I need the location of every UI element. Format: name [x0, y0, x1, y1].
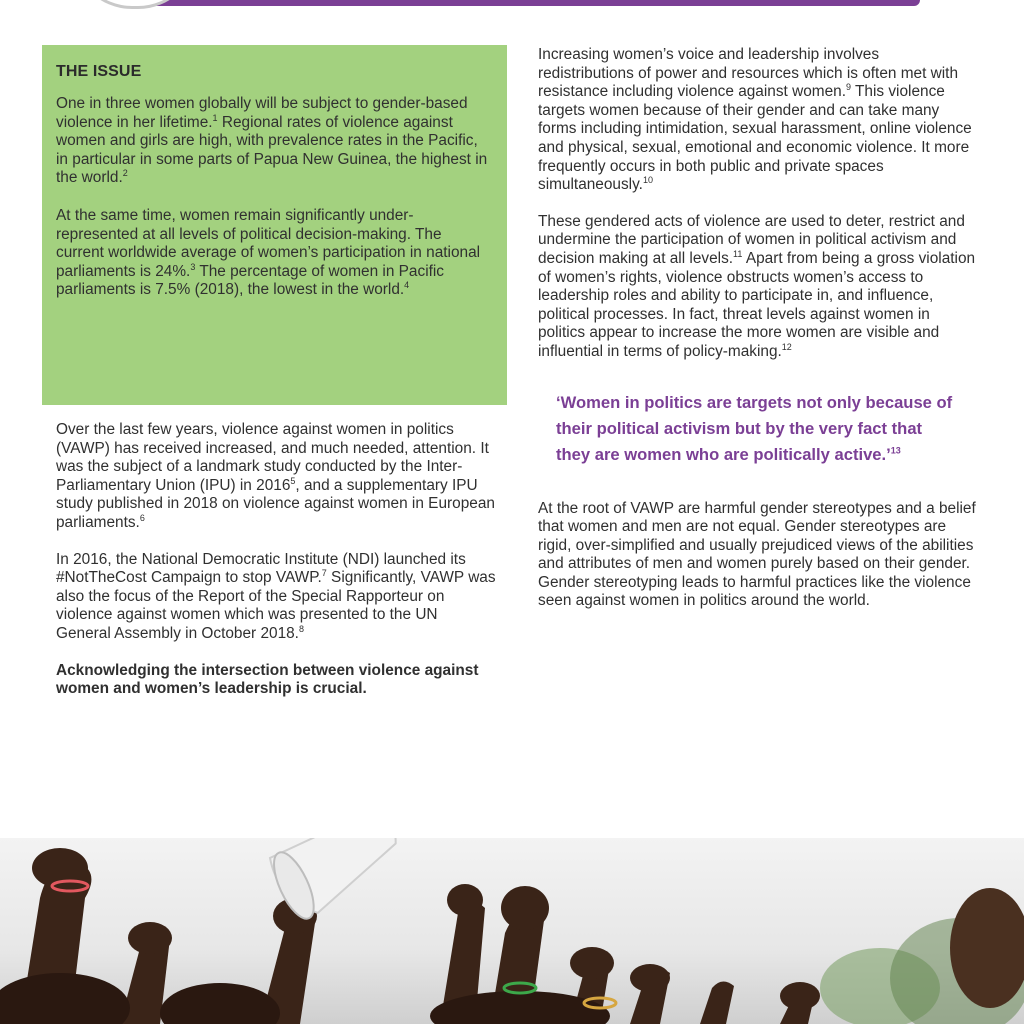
footnote-ref: 3 — [190, 261, 196, 272]
left-paragraph-3-bold: Acknowledging the intersection between violence against women and women’s leadership is crucial. — [56, 661, 479, 698]
footnote-ref: 4 — [404, 280, 410, 291]
right-paragraph-2 — [538, 213, 978, 362]
footnote-ref: 9 — [846, 82, 852, 93]
right-column — [538, 46, 978, 629]
left-p2-text: In 2016, the National Democratic Institute (NDI) launched its #NotTheCost Campaign to stop VAWP. — [56, 550, 466, 587]
left-paragraph-1 — [56, 421, 496, 533]
footnote-ref: 8 — [298, 623, 304, 634]
footnote-ref: 5 — [290, 475, 296, 486]
left-p1-text: Over the last few years, violence against women in politics (VAWP) has received increased, and much needed, attention. It was the subject of a landmark study conducted by the Inter-Parliamentary Union (IPU) in 2016 — [56, 421, 489, 494]
footnote-ref: 2 — [122, 168, 128, 179]
footnote-ref: 12 — [781, 341, 792, 352]
footnote-ref: 6 — [139, 512, 145, 523]
footnote-ref: 13 — [890, 444, 901, 455]
pull-quote — [556, 390, 956, 468]
pull-quote-text: ‘Women in politics are targets not only because of their political activism but by the very fact that they are women who are politically active.’ — [556, 392, 953, 464]
issue-paragraph-1 — [56, 95, 493, 188]
issue-title: THE ISSUE — [56, 63, 142, 80]
header-rule — [150, 0, 920, 6]
footnote-ref: 11 — [733, 248, 743, 259]
right-p1-text: Increasing women’s voice and leadership involves redistributions of power and resources which is often met with resistance including violence against women. — [538, 46, 959, 101]
right-paragraph-1 — [538, 46, 978, 195]
left-paragraph-2 — [56, 551, 496, 644]
footnote-ref: 7 — [321, 568, 327, 579]
right-paragraph-3: At the root of VAWP are harmful gender stereotypes and a belief that women and men are not equal. Gender stereotypes are rigid, over-simplified and usually prejudiced views of the abilities and attributes of men and women purely based on their gender. Gender stereotyping leads to harmful practices like the violence seen against women in politics around the world. — [538, 499, 976, 610]
footnote-ref: 1 — [212, 112, 218, 123]
photo-illustration — [0, 838, 1024, 1024]
issue-p2-text: At the same time, women remain significantly under-represented at all levels of political decision-making. The current worldwide average of women’s participation in national parliaments is 24%. — [56, 206, 481, 280]
issue-paragraph-2 — [56, 207, 493, 300]
issue-box — [42, 45, 507, 405]
left-p1-text-b: , and a supplementary IPU study published in 2018 on violence against women in European parliaments. — [56, 476, 495, 531]
right-p1-text-b: This violence targets women because of their gender and can take many forms including intimidation, sexual harassment, online violence and physical, sexual, emotional and economic violence. It more frequently occurs in both public and private spaces simultaneously. — [538, 83, 972, 194]
issue-p1-text-b: Regional rates of violence against women and girls are high, with prevalence rates in the Pacific, in particular in some parts of Papua New Guinea, the highest in the world. — [56, 113, 488, 187]
left-column — [56, 421, 496, 717]
issue-p2-text-b: The percentage of women in Pacific parliaments is 7.5% (2018), the lowest in the world. — [56, 262, 444, 299]
right-p2-text: These gendered acts of violence are used to deter, restrict and undermine the participation of women in political activism and decision making at all levels. — [538, 212, 965, 267]
raised-fists-megaphone-photo — [0, 838, 1024, 1024]
footnote-ref: 10 — [642, 175, 653, 186]
right-p2-text-b: Apart from being a gross violation of women’s rights, violence obstructs women’s access to leadership roles and ability to participate in, and influence, political processes. In fact, threat levels against women in politics appear to increase the more women are visible and influential in terms of policy-making. — [538, 249, 976, 360]
left-p2-text-b: Significantly, VAWP was also the focus of the Report of the Special Rapporteur on violence against women which was presented to the UN General Assembly in October 2018. — [56, 569, 496, 642]
issue-p1-text: One in three women globally will be subject to gender-based violence in her lifetime. — [56, 95, 468, 131]
